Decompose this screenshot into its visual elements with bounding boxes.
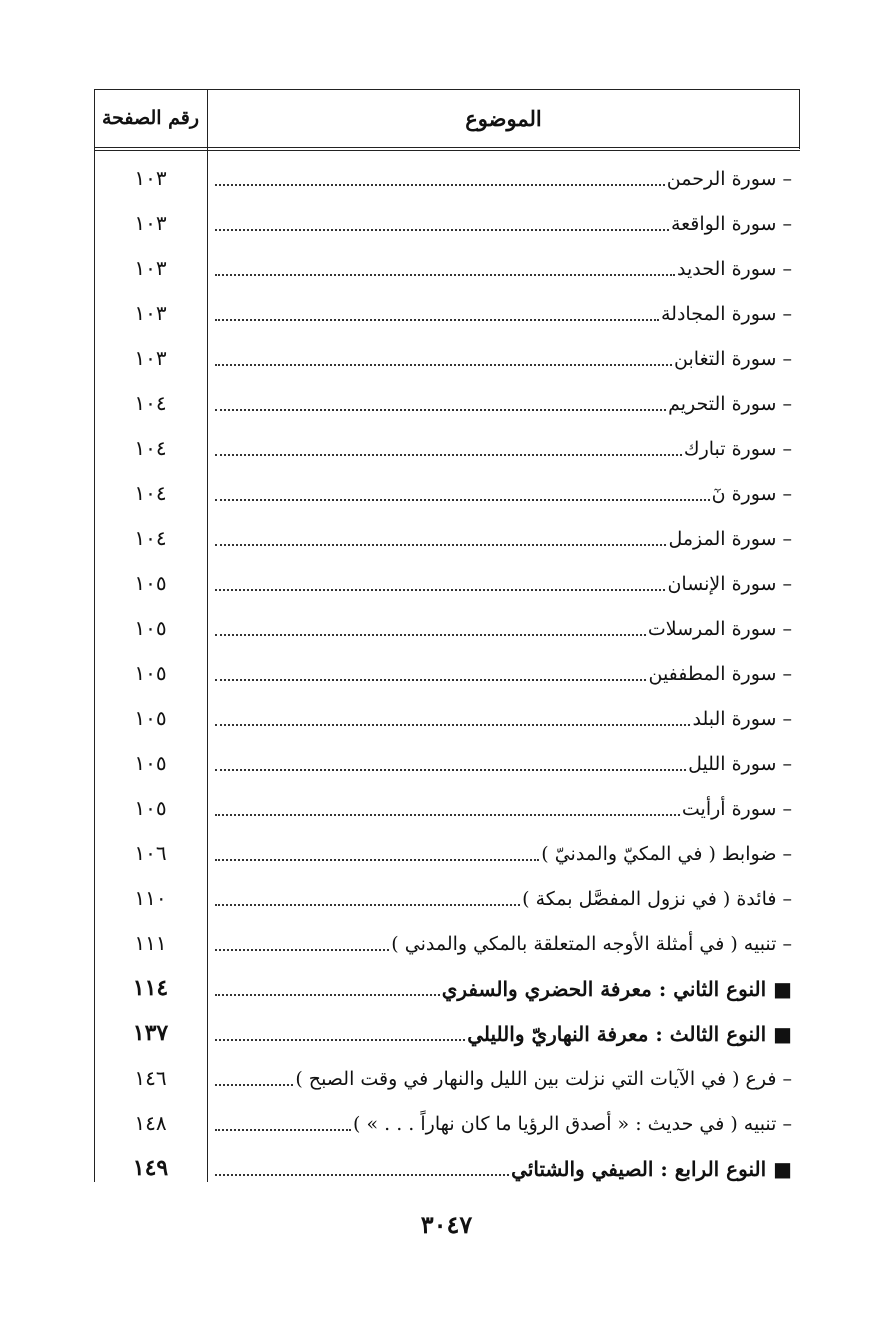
toc-entry-title: – سورة المجادلة [661,303,792,325]
toc-entry-title: – سورة التحريم [668,393,792,415]
toc-page-number: ١٠٤ [134,391,167,415]
toc-row [94,477,800,522]
toc-entry [215,792,792,824]
toc-page-number: ١٤٨ [134,1111,167,1135]
toc-entry [215,702,792,734]
toc-row [94,702,800,747]
toc-row [94,972,800,1017]
header-divider [94,147,800,148]
toc-entry [215,657,792,689]
toc-entry [215,297,792,329]
toc-entry-title: – فائدة ( في نزول المفصَّل بمكة ) [522,888,792,910]
toc-row [94,882,800,927]
dot-leader [215,229,669,231]
toc-row [94,1062,800,1107]
toc-row [94,387,800,432]
toc-row [94,432,800,477]
toc-row [94,297,800,342]
toc-entry [215,747,792,779]
toc-entry-title: – سورة الواقعة [670,213,792,235]
toc-entry-title: – فرع ( في الآيات التي نزلت بين الليل والنهار في وقت الصبح ) [295,1068,792,1090]
toc-page-number: ١٤٩ [132,1155,169,1181]
toc-page-number: ١٠٣ [134,166,167,190]
toc-entry-title: – سورة الإنسان [667,573,792,595]
toc-page-number: ١١١ [134,931,167,955]
toc-page-number: ١٠٤ [134,481,167,505]
dot-leader [215,454,682,456]
dot-leader [215,949,389,951]
toc-page-number: ١٠٣ [134,346,167,370]
dot-leader [215,1174,509,1176]
dot-leader [215,319,659,321]
toc-page-number: ١٠٤ [134,436,167,460]
toc-row [94,657,800,702]
dot-leader [215,769,686,771]
dot-leader [215,1039,465,1041]
toc-row [94,252,800,297]
toc-section-heading [215,1152,792,1184]
toc-page-number: ١٠٣ [134,256,167,280]
toc-page-number: ١٤٦ [134,1066,167,1090]
toc-row [94,1017,800,1062]
toc-row [94,612,800,657]
toc-section-heading [215,972,792,1004]
toc-entry-title: – سورة التغابن [674,348,792,370]
toc-row [94,522,800,567]
toc-entry-title: – تنبيه ( في أمثلة الأوجه المتعلقة بالمكي والمدني ) [391,933,792,955]
toc-page-number: ١٠٣ [134,211,167,235]
toc-page-number: ١١٤ [132,975,169,1001]
dot-leader [215,589,665,591]
toc-entry-title: ■ النوع الثاني : معرفة الحضري والسفري [441,977,792,1001]
toc-entry-title: – سورة الرحمن [666,168,792,190]
dot-leader [215,1084,293,1086]
dot-leader [215,994,440,996]
dot-leader [215,409,666,411]
toc-page-number: ١٠٦ [134,841,167,865]
dot-leader [215,544,666,546]
dot-leader [215,859,539,861]
toc-entry [215,927,792,959]
dot-leader [215,724,690,726]
dot-leader [215,814,680,816]
toc-entry [215,837,792,869]
toc-entry-title: – سورة الحديد [676,258,792,280]
toc-entry-title: – سورة المرسلات [647,618,792,640]
toc-row [94,342,800,387]
toc-entry-title: – تنبيه ( في حديث : « أصدق الرؤيا ما كان نهاراً . . . » ) [353,1113,792,1135]
page-number-column-header: رقم الصفحة [101,107,200,129]
toc-page-number: ١٠٥ [134,751,167,775]
toc-page-number: ١٠٥ [134,661,167,685]
toc-entry-title: – ضوابط ( في المكيّ والمدنيّ ) [541,843,792,865]
toc-page-number: ١٠٥ [134,571,167,595]
toc-row [94,162,800,207]
toc-entry [215,882,792,914]
toc-entry [215,1062,792,1094]
topic-column-header: الموضوع [465,105,542,131]
dot-leader [215,679,646,681]
toc-row [94,1107,800,1152]
toc-entry-title: – سورة تبارك [683,438,792,460]
toc-row [94,207,800,252]
header-divider-double-right [207,150,800,151]
page-number: ٣٠٤٧ [420,1210,473,1239]
toc-row [94,1152,800,1197]
toc-entry [215,477,792,509]
toc-entry [215,207,792,239]
toc-entry-title: – سورة المطففين [648,663,792,685]
toc-entry-title: – سورة البلد [692,708,792,730]
dot-leader [215,499,710,501]
toc-row [94,792,800,837]
dot-leader [215,904,520,906]
toc-page-number: ١٣٧ [132,1020,169,1046]
toc-row [94,747,800,792]
toc-page-number: ١٠٥ [134,796,167,820]
toc-page-number: ١٠٤ [134,526,167,550]
toc-page-number: ١٠٣ [134,301,167,325]
toc-row [94,927,800,972]
dot-leader [215,1129,351,1131]
toc-entry-title: ■ النوع الرابع : الصيفي والشتائي [511,1157,792,1181]
toc-entry [215,612,792,644]
toc-entry [215,162,792,194]
header-divider-double-left [94,150,207,151]
toc-entry-title: – سورة المزمل [668,528,792,550]
toc-entry [215,1107,792,1139]
toc-page-number: ١٠٥ [134,706,167,730]
toc-entry [215,432,792,464]
toc-entry-title: – سورة أرأيت [681,798,792,820]
toc-entry-title: – سورة نٓ [711,483,792,505]
toc-entry-title: – سورة الليل [688,753,792,775]
dot-leader [215,364,672,366]
toc-entries [94,162,800,1197]
toc-entry [215,252,792,284]
dot-leader [215,634,646,636]
toc-row [94,567,800,612]
toc-entry-title: ■ النوع الثالث : معرفة النهاريّ والليلي [467,1022,792,1046]
toc-page-number: ١١٠ [134,886,167,910]
table-of-contents [94,89,800,1182]
dot-leader [215,274,675,276]
dot-leader [215,184,665,186]
toc-entry [215,342,792,374]
toc-section-heading [215,1017,792,1049]
toc-entry [215,387,792,419]
toc-entry [215,567,792,599]
toc-entry [215,522,792,554]
toc-row [94,837,800,882]
toc-page-number: ١٠٥ [134,616,167,640]
